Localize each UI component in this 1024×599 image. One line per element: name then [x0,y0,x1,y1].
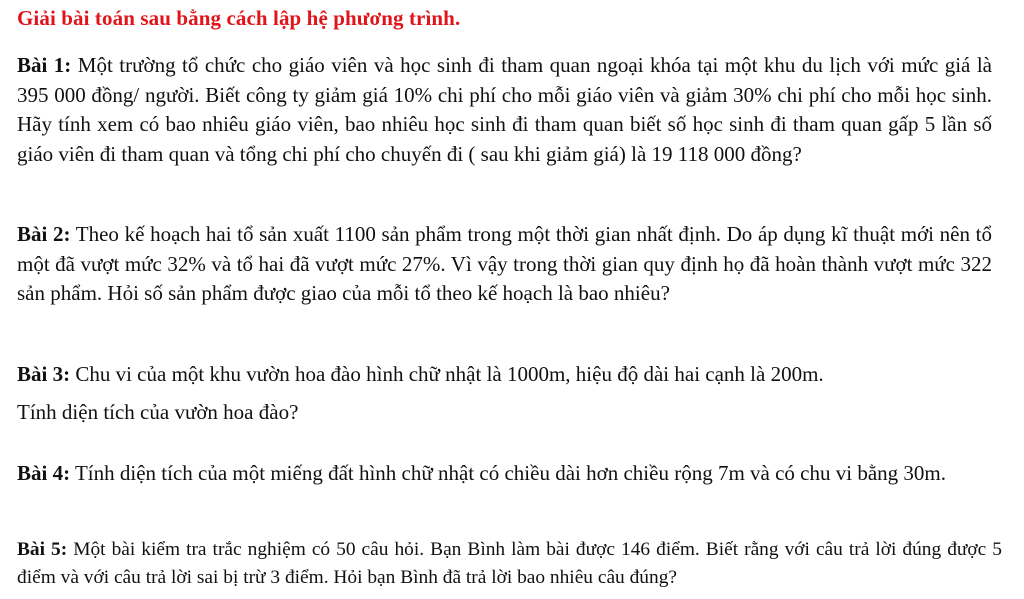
problem-2 [17,220,992,309]
problem-1-text: Một trường tổ chức cho giáo viên và học sinh đi tham quan ngoại khóa tại một khu du lịch với mức giá là 395 000 đồng/ người. Biết công ty giảm giá 10% chi phí cho mỗi giáo viên và giảm 30% chi phí cho mỗi học sinh. Hãy tính xem có bao nhiêu giáo viên, bao nhiêu học sinh đi tham quan biết số học sinh đi tham quan gấp 5 lần số giáo viên đi tham quan và tổng chi phí cho chuyến đi ( sau khi giảm giá) là 19 118 000 đồng? [17,53,993,166]
problem-1 [17,51,992,169]
problem-5 [17,536,1002,592]
document-title: Giải bài toán sau bằng cách lập hệ phương trình. [17,6,461,30]
problem-4 [17,459,992,489]
problem-1-label: Bài 1: [17,53,72,77]
problem-5-text: Một bài kiểm tra trắc nghiệm có 50 câu hỏi. Bạn Bình làm bài được 146 điểm. Biết rằng với câu trả lời đúng được 5 điểm và với câu trả lời sai bị trừ 3 điểm. Hỏi bạn Bình đã trả lời bao nhiêu câu đúng? [17,539,1002,588]
problem-5-label: Bài 5: [17,539,68,560]
problem-2-text: Theo kế hoạch hai tổ sản xuất 1100 sản phẩm trong một thời gian nhất định. Do áp dụng kĩ thuật mới nên tổ một đã vượt mức 32% và tổ hai đã vượt mức 27%. Vì vậy trong thời gian quy định họ đã hoàn thành vượt mức 322 sản phẩm. Hỏi số sản phẩm được giao của mỗi tổ theo kế hoạch là bao nhiêu? [17,222,992,305]
problem-4-text: Tính diện tích của một miếng đất hình chữ nhật có chiều dài hơn chiều rộng 7m và có chu vi bằng 30m. [70,461,946,485]
problem-3-label: Bài 3: [17,362,71,386]
problem-3-text: Chu vi của một khu vườn hoa đào hình chữ nhật là 1000m, hiệu độ dài hai cạnh là 200m. [70,362,824,386]
problem-4-label: Bài 4: [17,461,71,485]
problem-3 [17,360,1007,427]
problem-2-label: Bài 2: [17,222,71,246]
problem-3-question: Tính diện tích của vườn hoa đào? [17,399,299,424]
